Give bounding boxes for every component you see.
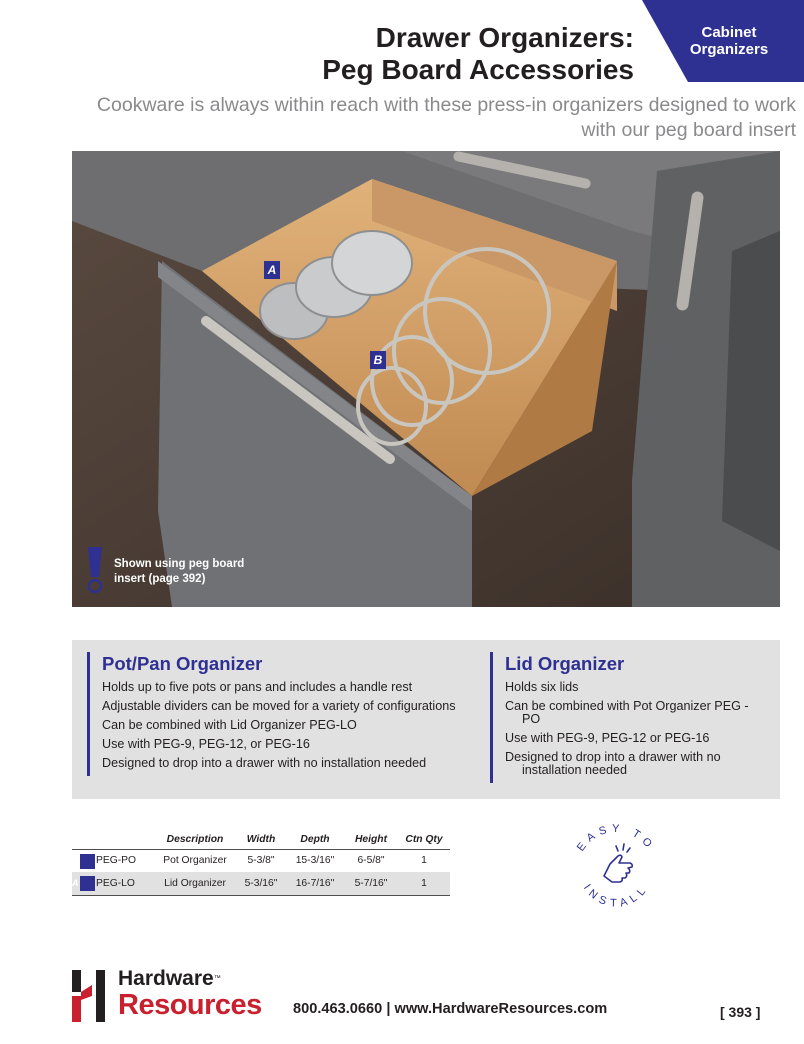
list-item: Use with PEG-9, PEG-12 or PEG-16 [505,731,710,745]
sku-color-swatch [72,876,95,891]
table-cell: 16-7/16" [286,872,344,895]
list-item: Designed to drop into a drawer with no installation needed [505,750,721,777]
hand-pointer-icon [604,844,632,882]
badge-bottom-text: INSTALL [580,882,652,910]
logo-hardware-text: Hardware [118,967,214,990]
sku-text: PEG-PO [96,855,137,867]
marker-a: A [264,261,280,279]
features-panel [72,640,780,799]
logo-mark-icon [72,970,110,1022]
page-title-line2: Peg Board Accessories [322,54,634,85]
list-item: Designed to drop into a drawer with no installation needed [102,756,427,770]
section-tab-label [674,24,784,58]
table-cell: 5-3/8" [247,855,275,867]
table-row [72,872,450,895]
sku-color-swatch [80,854,95,869]
header-sku [72,830,154,849]
logo-resources-text: Resources [118,989,262,1021]
list-item: Adjustable dividers can be moved for a variety of configurations [102,699,456,713]
header-width: Width [236,830,286,849]
table-cell: 1 [421,855,427,867]
list-item: Use with PEG-9, PEG-12, or PEG-16 [102,737,310,751]
pot-pan-list [102,681,477,770]
section-tab [642,0,804,82]
page-subtitle-line2: with our peg board insert [581,119,796,141]
table-cell-sku [72,849,154,872]
logo-line1 [118,967,221,991]
list-item: Can be combined with Lid Organizer PEG-LO [102,718,357,732]
lid-features [490,652,770,783]
lid-title: Lid Organizer [505,653,625,674]
header-height: Height [344,830,398,849]
photo-note-text [114,557,244,587]
sku-text: PEG-LO [96,877,135,889]
product-photo [72,151,780,607]
page-subtitle-line1: Cookware is always within reach with these press-in organizers designed to work [96,94,796,116]
photo-note-line2: insert (page 392) [114,573,206,585]
list-item: Can be combined with Pot Organizer PEG - PO [505,699,749,726]
page-title [214,22,634,86]
marker-b: B [370,351,386,369]
page-title-line1: Drawer Organizers: [375,22,634,53]
list-item: Holds up to five pots or pans and includes a handle rest [102,680,413,694]
header-qty: Ctn Qty [398,830,450,849]
table-cell: 5-3/16" [236,872,286,895]
pot-pan-features [87,652,477,776]
table-cell: Lid Organizer [154,872,236,895]
photo-note [84,547,244,593]
lid-list [505,681,770,777]
header-description: Description [154,830,236,849]
table-row [72,849,450,872]
logo-trademark: ™ [213,975,221,982]
table-cell: 1 [398,872,450,895]
table-cell: Pot Organizer [163,855,227,867]
easy-install-badge [564,818,668,922]
drawer-illustration [72,151,780,607]
footer-contact: 800.463.0660 | www.HardwareResources.com [293,1001,608,1017]
table-header-row [72,830,450,849]
page-subtitle [76,93,796,143]
table-cell-sku [72,872,154,895]
sku-marker-letter: A [72,878,79,888]
table-cell: 5-7/16" [344,872,398,895]
header-depth: Depth [286,830,344,849]
list-item: Holds six lids [505,680,579,694]
section-tab-line1: Cabinet [701,24,757,41]
exclamation-icon [84,547,106,593]
photo-note-line1: Shown using peg board [114,558,245,570]
pot-pan-title: Pot/Pan Organizer [102,653,263,674]
page-number: [ 393 ] [720,1004,761,1020]
section-tab-line2: Organizers [689,41,769,58]
badge-top-text: EASY TO [574,822,658,854]
hardware-resources-logo [72,967,272,1023]
table-cell: 6-5/8" [357,855,385,867]
table-cell: 15-3/16" [295,855,335,867]
spec-table [72,830,450,896]
